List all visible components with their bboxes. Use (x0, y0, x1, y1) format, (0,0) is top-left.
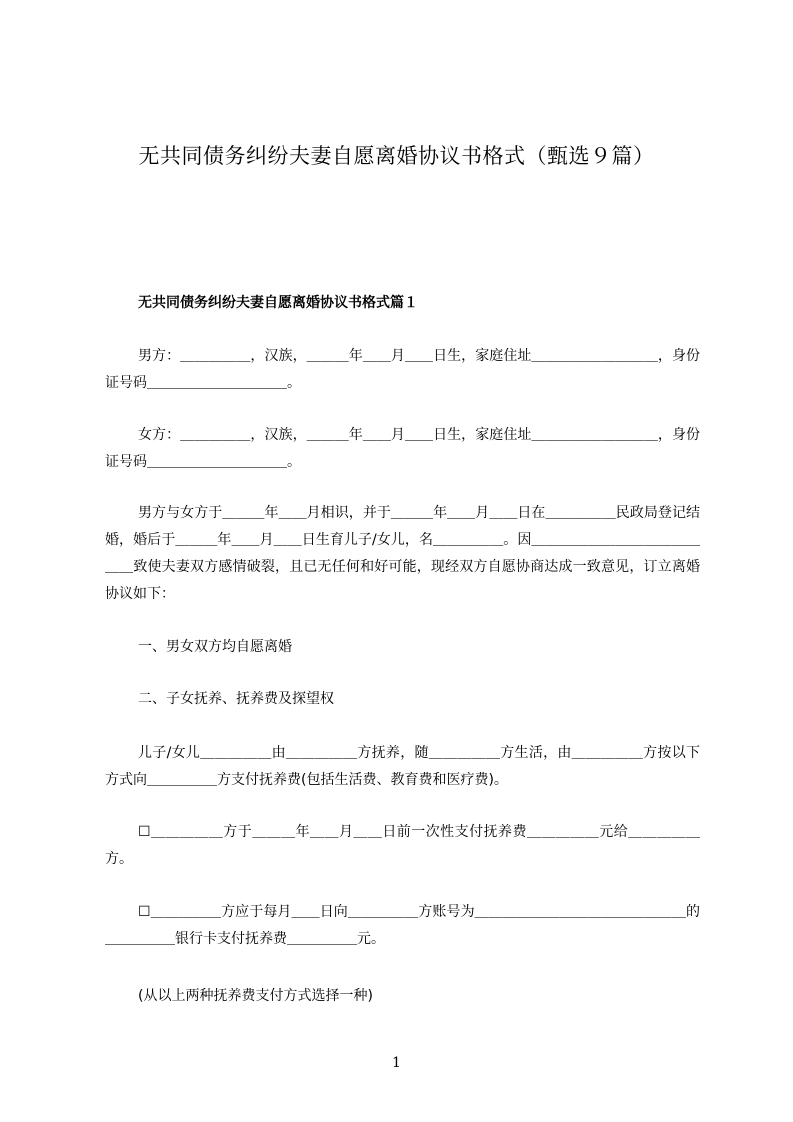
payment-option-1: ☐＿＿＿＿＿方于＿＿＿年＿＿月＿＿日前一次性支付抚养费＿＿＿＿＿元给＿＿＿＿＿方。 (105, 824, 700, 867)
section-heading: 无共同债务纠纷夫妻自愿离婚协议书格式篇１ (138, 295, 418, 311)
custody-paragraph: 儿子/女儿＿＿＿＿＿由＿＿＿＿＿方抚养，随＿＿＿＿＿方生活，由＿＿＿＿＿方按以下方式向＿＿＿＿＿方支付抚养费(包括生活费、教育费和医疗费)。 (105, 745, 700, 788)
page-number: 1 (392, 1055, 401, 1071)
clause-2: 二、子女抚养、抚养费及探望权 (138, 691, 334, 707)
female-party-paragraph: 女方：＿＿＿＿＿，汉族，＿＿＿年＿＿月＿＿日生，家庭住址＿＿＿＿＿＿＿＿＿，身份证号码＿＿＿＿＿＿＿＿＿＿。 (105, 427, 700, 470)
clause-1: 一、男女双方均自愿离婚 (138, 639, 292, 655)
intro-paragraph: 男方与女方于＿＿＿年＿＿月相识，并于＿＿＿年＿＿月＿＿日在＿＿＿＿＿民政局登记结婚，婚后于＿＿＿年＿＿月＿＿日生育儿子/女儿，名＿＿＿＿＿。因＿＿＿＿＿＿＿＿＿＿＿＿＿＿致使夫妻双方感情破裂，且已无任何和好可能，现经双方自愿协商达成一致意见，订立离婚协议如下： (105, 505, 700, 602)
document-title: 无共同债务纠纷夫妻自愿离婚协议书格式（甄选９篇） (138, 144, 655, 168)
payment-option-2: ☐＿＿＿＿＿方应于每月＿＿日向＿＿＿＿＿方账号为＿＿＿＿＿＿＿＿＿＿＿＿＿＿＿的＿＿＿＿＿银行卡支付抚养费＿＿＿＿＿元。 (105, 904, 700, 947)
male-party-paragraph: 男方：＿＿＿＿＿，汉族，＿＿＿年＿＿月＿＿日生，家庭住址＿＿＿＿＿＿＿＿＿，身份证号码＿＿＿＿＿＿＿＿＿＿。 (105, 348, 700, 391)
payment-note: (从以上两种抚养费支付方式选择一种) (138, 988, 373, 1004)
